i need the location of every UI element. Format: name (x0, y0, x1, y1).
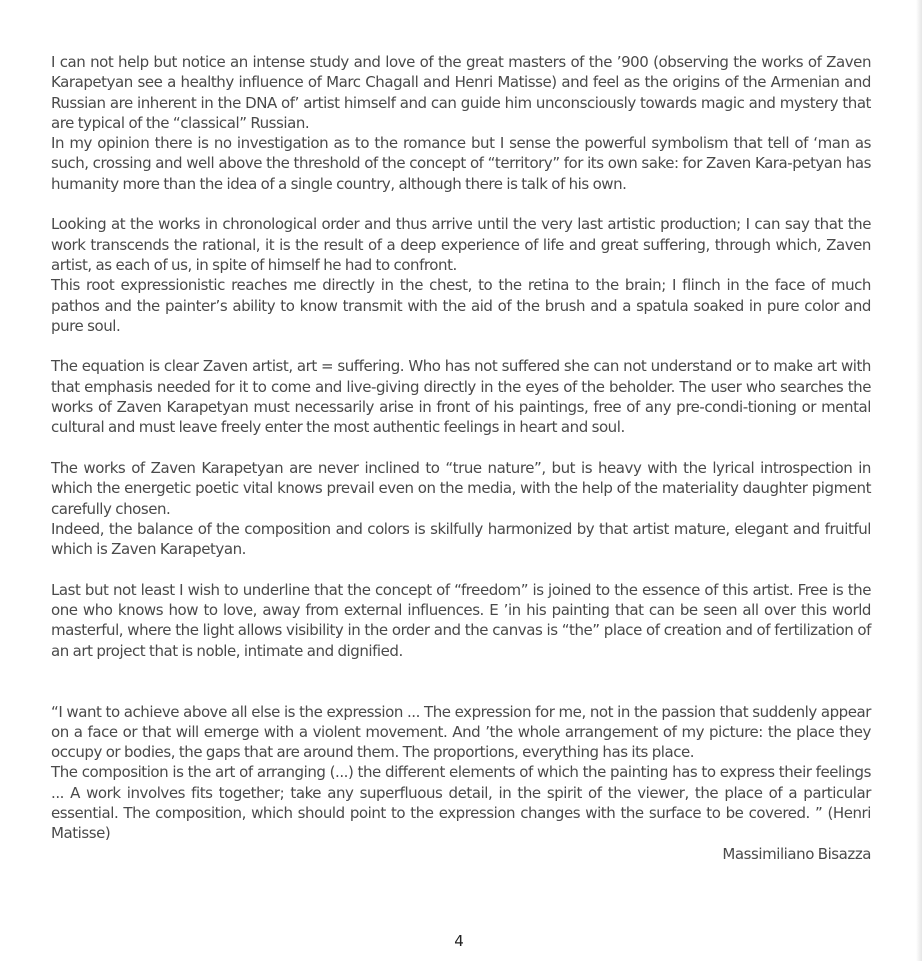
matisse-quote-part-1: “I want to achieve above all else is the expression ... The expression for me, not in the passion that suddenly appear on a face or that will emerge with a violent movement. And ’the whole arrangement of my picture: the place they occupy or bodies, the gaps that are around them. The proportions, everything has its place. (51, 702, 871, 762)
paragraph-expressionism: This root expressionistic reaches me directly in the chest, to the retina to the brain; I flinch in the face of much pathos and the painter’s ability to know transmit with the aid of the brush and a spatula soaked in pure color and pure soul. (51, 276, 871, 335)
paragraph-gap (51, 336, 871, 356)
page-edge-shadow (916, 0, 922, 961)
paragraph-art-suffering: The equation is clear Zaven artist, art = suffering. Who has not suffered she can not understand or to make art with that emphasis needed for it to come and live-giving directly in the eyes of the beholder. The user who searches the works of Zaven Karapetyan must necessarily arise in front of his paintings, free of any pre-condi-tioning or mental cultural and must leave freely enter the most authentic feelings in heart and soul. (51, 357, 871, 437)
paragraph-composition-balance: Indeed, the balance of the composition and colors is skilfully harmonized by that artist mature, elegant and fruitful which is Zaven Karapetyan. (51, 519, 871, 559)
page-number: 4 (454, 932, 464, 950)
paragraph-chronological-works: Looking at the works in chronological order and thus arrive until the very last artistic production; I can say that the work transcends the rational, it is the result of a deep experience of life and great suffering, through which, Zaven artist, as each of us, in spite of himself he had to confront. (51, 215, 871, 274)
paragraph-true-nature: The works of Zaven Karapetyan are never inclined to “true nature”, but is heavy with the lyrical introspection in which the energetic poetic vital knows prevail even on the media, with the help of the materiality daughter pigment carefully chosen. (51, 458, 871, 518)
author-signature: Massimiliano Bisazza (722, 844, 871, 863)
section-gap (51, 661, 871, 702)
paragraph-gap (51, 194, 871, 214)
paragraph-symbolism: In my opinion there is no investigation as to the romance but I sense the powerful symbolism that tell of ‘man as such, crossing and well above the threshold of the concept of “territory” for its own sake: for Zaven Kara-petyan has humanity more than the idea of a single country, although there is talk of his own. (51, 134, 871, 193)
article-body (51, 52, 871, 864)
paragraph-gap (51, 559, 871, 579)
paragraph-gap (51, 438, 871, 458)
paragraph-freedom: Last but not least I wish to underline that the concept of “freedom” is joined to the essence of this artist. Free is the one who knows how to love, away from external influences. E ’in his painting that can be seen all over this world masterful, where the light allows visibility in the order and the canvas is “the” place of creation and of fertilization of an art project that is noble, intimate and dignified. (51, 580, 871, 660)
paragraph-masters-influence: I can not help but notice an intense study and love of the great masters of the ’900 (observing the works of Zaven Karapetyan see a healthy influence of Marc Chagall and Henri Matisse) and feel as the origins of the Armenian and Russian are inherent in the DNA of’ artist himself and can guide him unconsciously towards magic and mystery that are typical of the “classical” Russian. (51, 53, 871, 132)
matisse-quote-part-2: The composition is the art of arranging (...) the different elements of which the painting has to express their feelings ... A work involves fits together; take any superfluous detail, in the spirit of the viewer, the place of a particular essential. The composition, which should point to the expression changes with the surface to be covered. ” (Henri Matisse) (51, 763, 871, 843)
